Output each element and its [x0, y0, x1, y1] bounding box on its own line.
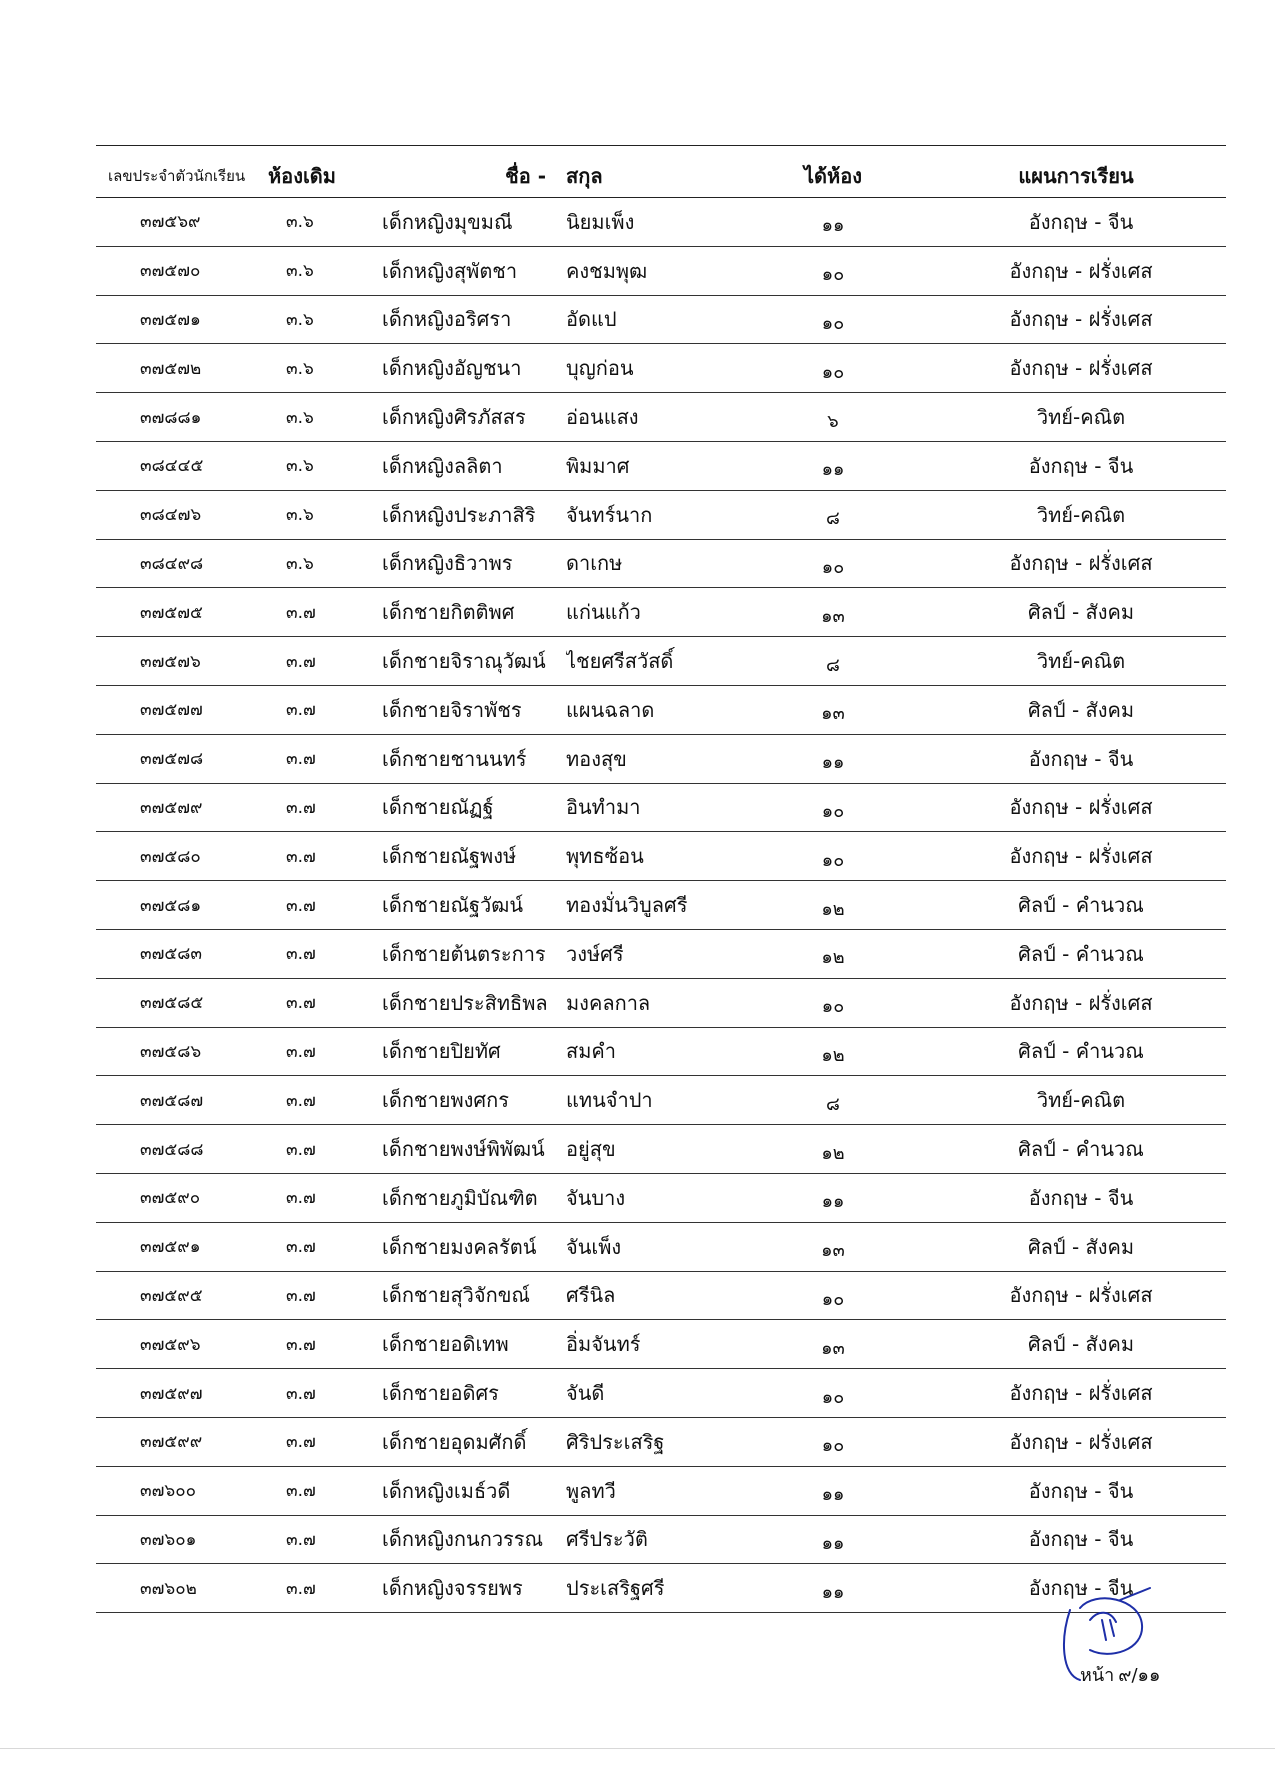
table-row: [96, 1320, 1226, 1369]
cell-student-id: ๓๘๔๔๕: [140, 456, 204, 477]
cell-first-name: เด็กชายณัฏฐ์: [382, 795, 494, 820]
table-row: [96, 393, 1226, 442]
cell-assigned-room: ๑๑: [821, 215, 845, 237]
cell-student-id: ๓๗๕๘๑: [140, 895, 202, 916]
cell-original-room: ๓.๗: [286, 1578, 316, 1599]
cell-study-program: อังกฤษ - จีน: [1028, 1576, 1134, 1601]
cell-study-program: อังกฤษ - ฝรั่งเศส: [1009, 1429, 1153, 1454]
table-row: [96, 832, 1226, 881]
cell-last-name: พุทธซ้อน: [566, 844, 644, 869]
cell-last-name: ทองมั่นวิบูลศรี: [566, 893, 688, 918]
cell-assigned-room: ๑๑: [821, 1532, 845, 1554]
cell-assigned-room: ๑๑: [821, 752, 845, 774]
cell-first-name: เด็กชายอดิศร: [382, 1381, 499, 1406]
cell-study-program: อังกฤษ - จีน: [1028, 746, 1134, 771]
table-row: [96, 685, 1226, 734]
cell-original-room: ๓.๖: [286, 553, 314, 574]
cell-student-id: ๓๗๕๙๙: [140, 1432, 203, 1453]
table-row: [96, 588, 1226, 637]
cell-first-name: เด็กชายชานนทร์: [382, 746, 527, 771]
cell-original-room: ๓.๖: [286, 309, 314, 330]
cell-first-name: เด็กชายณัฐวัฒน์: [382, 893, 524, 918]
cell-first-name: เด็กหญิงศิรภัสสร: [382, 405, 526, 430]
cell-original-room: ๓.๗: [286, 602, 316, 623]
cell-student-id: ๓๗๕๗๑: [140, 309, 201, 330]
cell-student-id: ๓๗๕๙๖: [140, 1334, 201, 1355]
cell-first-name: เด็กชายพงษ์พิพัฒน์: [382, 1137, 545, 1162]
cell-original-room: ๓.๗: [286, 749, 316, 770]
cell-assigned-room: ๑๐: [821, 1386, 845, 1408]
page-number: [1080, 1660, 1164, 1689]
cell-assigned-room: ๑๐: [821, 1288, 845, 1310]
cell-last-name: จันเพ็ง: [566, 1234, 622, 1259]
cell-study-program: ศิลป์ - สังคม: [1027, 1332, 1135, 1357]
cell-original-room: ๓.๖: [286, 358, 314, 379]
cell-study-program: ศิลป์ - คำนวณ: [1018, 941, 1144, 966]
cell-study-program: ศิลป์ - คำนวณ: [1018, 893, 1144, 918]
cell-study-program: วิทย์-คณิต: [1036, 502, 1126, 527]
table-row: [96, 539, 1226, 588]
cell-study-program: อังกฤษ - ฝรั่งเศส: [1009, 258, 1153, 283]
cell-last-name: พิมมาศ: [566, 453, 630, 478]
cell-assigned-room: ๑๒: [821, 1142, 845, 1164]
cell-original-room: ๓.๗: [286, 1481, 316, 1502]
cell-study-program: อังกฤษ - จีน: [1028, 1478, 1134, 1503]
cell-original-room: ๓.๗: [286, 651, 316, 672]
cell-assigned-room: ๘: [826, 1093, 840, 1115]
header-first-name: ชื่อ -: [368, 146, 566, 198]
cell-study-program: อังกฤษ - ฝรั่งเศส: [1009, 844, 1153, 869]
cell-student-id: ๓๘๔๗๖: [140, 505, 202, 526]
table-row: [96, 295, 1226, 344]
cell-original-room: ๓.๗: [286, 1285, 316, 1306]
cell-first-name: เด็กหญิงประภาสิริ: [382, 502, 536, 527]
cell-assigned-room: ๘: [826, 654, 840, 676]
cell-original-room: ๓.๖: [286, 212, 314, 233]
cell-first-name: เด็กหญิงสุพัตชา: [382, 258, 518, 283]
cell-first-name: เด็กชายปิยทัศ: [382, 1039, 501, 1064]
cell-first-name: เด็กหญิงลลิตา: [382, 453, 503, 478]
cell-last-name: สมคำ: [566, 1039, 616, 1064]
cell-last-name: พูลทวี: [566, 1478, 616, 1503]
cell-student-id: ๓๗๕๗๒: [140, 358, 202, 379]
cell-first-name: เด็กชายณัฐพงษ์: [382, 844, 517, 869]
cell-last-name: ศิริประเสริฐ: [566, 1429, 665, 1454]
cell-assigned-room: ๑๒: [821, 1044, 845, 1066]
cell-study-program: ศิลป์ - สังคม: [1027, 600, 1135, 625]
cell-assigned-room: ๑๐: [821, 996, 845, 1018]
cell-last-name: จันดี: [566, 1381, 605, 1406]
cell-student-id: ๓๗๕๙๗: [140, 1383, 203, 1404]
cell-student-id: ๓๗๕๗๐: [140, 261, 201, 282]
cell-student-id: ๓๗๕๘๐: [140, 846, 201, 867]
cell-first-name: เด็กชายประสิทธิพล: [382, 990, 548, 1015]
cell-first-name: เด็กชายต้นตระการ: [382, 941, 546, 966]
page-value: ๙/๑๑: [1118, 1665, 1161, 1686]
cell-study-program: อังกฤษ - ฝรั่งเศส: [1009, 1381, 1153, 1406]
table-row: [96, 1222, 1226, 1271]
cell-original-room: ๓.๖: [286, 456, 314, 477]
table-row: [96, 783, 1226, 832]
cell-assigned-room: ๑๑: [821, 1484, 845, 1506]
cell-last-name: แผนฉลาด: [566, 697, 655, 722]
cell-first-name: เด็กหญิงอัญชนา: [382, 356, 522, 381]
cell-last-name: อินทำมา: [566, 795, 641, 820]
cell-assigned-room: ๑๐: [821, 312, 845, 334]
cell-study-program: อังกฤษ - ฝรั่งเศส: [1009, 795, 1153, 820]
cell-original-room: ๓.๗: [286, 1383, 316, 1404]
cell-student-id: ๓๗๖๐๒: [140, 1578, 197, 1599]
cell-study-program: อังกฤษ - ฝรั่งเศส: [1009, 990, 1153, 1015]
cell-first-name: เด็กชายกิตติพศ: [382, 600, 515, 625]
cell-assigned-room: ๑๑: [821, 1191, 845, 1213]
cell-original-room: ๓.๗: [286, 1188, 316, 1209]
cell-last-name: จันทร์นาก: [566, 502, 653, 527]
cell-original-room: ๓.๖: [286, 407, 314, 428]
header-last-name: สกุล: [566, 146, 740, 198]
cell-assigned-room: ๑๓: [821, 703, 845, 725]
cell-first-name: เด็กชายจิราพัชร: [382, 697, 522, 722]
cell-assigned-room: ๑๐: [821, 849, 845, 871]
cell-assigned-room: ๑๐: [821, 800, 845, 822]
cell-last-name: มงคลกาล: [566, 990, 651, 1015]
cell-assigned-room: ๑๑: [821, 459, 845, 481]
table-row: [96, 490, 1226, 539]
cell-assigned-room: ๑๐: [821, 264, 845, 286]
header-student-id: เลขประจำตัวนักเรียน: [96, 146, 258, 198]
cell-first-name: เด็กหญิงมุขมณี: [382, 209, 513, 234]
cell-study-program: อังกฤษ - จีน: [1028, 1527, 1134, 1552]
table-row: [96, 929, 1226, 978]
cell-student-id: ๓๗๕๘๖: [140, 1041, 202, 1062]
cell-last-name: ไชยศรีสวัสดิ์: [566, 649, 674, 674]
cell-first-name: เด็กหญิงเมธ์วดี: [382, 1478, 511, 1503]
cell-assigned-room: ๑๒: [821, 947, 845, 969]
cell-first-name: เด็กชายอดิเทพ: [382, 1332, 509, 1357]
table-row: [96, 344, 1226, 393]
cell-study-program: อังกฤษ - จีน: [1028, 209, 1134, 234]
header-row: [96, 146, 1226, 198]
cell-study-program: อังกฤษ - ฝรั่งเศส: [1009, 551, 1153, 576]
cell-first-name: เด็กชายอุดมศักดิ์: [382, 1429, 527, 1454]
cell-first-name: เด็กชายภูมิบัณฑิต: [382, 1185, 538, 1210]
cell-last-name: อ่อนแสง: [566, 405, 639, 430]
table-row: [96, 881, 1226, 930]
cell-last-name: นิยมเพ็ง: [566, 209, 635, 234]
cell-first-name: เด็กชายจิราณุวัฒน์: [382, 649, 546, 674]
table-body: [96, 198, 1226, 1613]
cell-study-program: อังกฤษ - จีน: [1028, 1185, 1134, 1210]
cell-student-id: ๓๗๖๐๐: [140, 1481, 196, 1502]
cell-original-room: ๓.๗: [286, 1041, 316, 1062]
cell-first-name: เด็กชายสุวิจักขณ์: [382, 1283, 530, 1308]
table-row: [96, 1417, 1226, 1466]
cell-last-name: คงชมพุฒ: [566, 258, 648, 283]
cell-original-room: ๓.๗: [286, 700, 316, 721]
cell-original-room: ๓.๗: [286, 846, 316, 867]
cell-assigned-room: ๑๐: [821, 361, 845, 383]
table-row: [96, 1466, 1226, 1515]
cell-last-name: แทนจำปา: [566, 1088, 653, 1113]
cell-student-id: ๓๗๕๙๕: [140, 1285, 203, 1306]
cell-last-name: ศรีประวัติ: [566, 1527, 648, 1552]
cell-student-id: ๓๗๘๘๑: [140, 407, 202, 428]
cell-original-room: ๓.๗: [286, 1432, 316, 1453]
cell-last-name: ประเสริฐศรี: [566, 1576, 665, 1601]
cell-student-id: ๓๗๕๗๙: [140, 797, 203, 818]
cell-assigned-room: ๑๓: [821, 1240, 845, 1262]
student-roster-table: [96, 145, 1226, 1613]
cell-last-name: อยู่สุข: [566, 1137, 616, 1162]
cell-original-room: ๓.๗: [286, 944, 316, 965]
cell-original-room: ๓.๗: [286, 1334, 316, 1355]
cell-first-name: เด็กหญิงจรรยพร: [382, 1576, 523, 1601]
cell-assigned-room: ๑๐: [821, 1435, 845, 1457]
cell-last-name: ดาเกษ: [566, 551, 623, 576]
cell-study-program: ศิลป์ - สังคม: [1027, 1234, 1135, 1259]
cell-first-name: เด็กชายพงศกร: [382, 1088, 509, 1113]
cell-assigned-room: ๘: [826, 508, 840, 530]
cell-last-name: อิ่มจันทร์: [566, 1332, 641, 1357]
table-row: [96, 1369, 1226, 1418]
page-label: หน้า: [1080, 1665, 1115, 1686]
cell-last-name: แก่นแก้ว: [566, 600, 641, 625]
table-row: [96, 1173, 1226, 1222]
cell-student-id: ๓๗๕๘๗: [140, 1090, 204, 1111]
cell-study-program: อังกฤษ - ฝรั่งเศส: [1009, 1283, 1153, 1308]
cell-study-program: วิทย์-คณิต: [1036, 649, 1126, 674]
cell-last-name: วงษ์ศรี: [566, 941, 624, 966]
cell-study-program: วิทย์-คณิต: [1036, 1088, 1126, 1113]
header-study-program: แผนการเรียน: [926, 146, 1226, 198]
table-row: [96, 1076, 1226, 1125]
cell-original-room: ๓.๗: [286, 797, 316, 818]
cell-last-name: อัดแป: [566, 307, 617, 332]
table-row: [96, 441, 1226, 490]
cell-assigned-room: ๖: [827, 410, 839, 432]
table-row: [96, 1027, 1226, 1076]
cell-student-id: ๓๗๖๐๑: [140, 1529, 197, 1550]
table-row: [96, 637, 1226, 686]
cell-original-room: ๓.๖: [286, 261, 314, 282]
cell-study-program: อังกฤษ - ฝรั่งเศส: [1009, 356, 1153, 381]
cell-student-id: ๓๗๕๙๐: [140, 1188, 201, 1209]
header-assigned-room: ได้ห้อง: [740, 146, 926, 198]
table-row: [96, 1125, 1226, 1174]
header-original-room: ห้องเดิม: [258, 146, 368, 198]
table-row: [96, 1271, 1226, 1320]
cell-original-room: ๓.๗: [286, 1090, 316, 1111]
table-row: [96, 246, 1226, 295]
table-header: [96, 146, 1226, 198]
cell-student-id: ๓๗๕๗๗: [140, 700, 203, 721]
cell-original-room: ๓.๗: [286, 1139, 316, 1160]
cell-original-room: ๓.๖: [286, 505, 314, 526]
cell-last-name: ทองสุข: [566, 746, 627, 771]
cell-student-id: ๓๗๕๘๕: [140, 993, 204, 1014]
cell-original-room: ๓.๗: [286, 993, 316, 1014]
cell-last-name: จันบาง: [566, 1185, 626, 1210]
cell-student-id: ๓๗๕๗๘: [140, 749, 204, 770]
cell-assigned-room: ๑๓: [821, 605, 845, 627]
cell-student-id: ๓๗๕๙๑: [140, 1237, 201, 1258]
cell-student-id: ๓๗๕๗๖: [140, 651, 201, 672]
cell-first-name: เด็กหญิงธิวาพร: [382, 551, 513, 576]
cell-last-name: บุญก่อน: [566, 356, 634, 381]
cell-study-program: อังกฤษ - ฝรั่งเศส: [1009, 307, 1153, 332]
cell-original-room: ๓.๗: [286, 1529, 316, 1550]
table-row: [96, 1515, 1226, 1564]
scan-bottom-rule: [0, 1748, 1275, 1749]
cell-student-id: ๓๗๕๗๕: [140, 602, 203, 623]
cell-assigned-room: ๑๓: [821, 1337, 845, 1359]
cell-assigned-room: ๑๐: [821, 556, 845, 578]
cell-student-id: ๓๗๕๖๙: [140, 212, 201, 233]
cell-assigned-room: ๑๑: [821, 1581, 845, 1603]
cell-first-name: เด็กหญิงอริศรา: [382, 307, 512, 332]
cell-student-id: ๓๘๔๙๘: [140, 553, 204, 574]
cell-last-name: ศรีนิล: [566, 1283, 616, 1308]
cell-study-program: ศิลป์ - สังคม: [1027, 697, 1135, 722]
cell-original-room: ๓.๗: [286, 1237, 316, 1258]
cell-study-program: วิทย์-คณิต: [1036, 405, 1126, 430]
cell-first-name: เด็กชายมงคลรัตน์: [382, 1234, 537, 1259]
cell-student-id: ๓๗๕๘๓: [140, 944, 203, 965]
table-row: [96, 978, 1226, 1027]
cell-assigned-room: ๑๒: [821, 898, 845, 920]
cell-study-program: ศิลป์ - คำนวณ: [1018, 1039, 1144, 1064]
cell-study-program: ศิลป์ - คำนวณ: [1018, 1137, 1144, 1162]
table-row: [96, 734, 1226, 783]
cell-first-name: เด็กหญิงกนกวรรณ: [382, 1527, 544, 1552]
cell-study-program: อังกฤษ - จีน: [1028, 453, 1134, 478]
table-row: [96, 198, 1226, 247]
cell-original-room: ๓.๗: [286, 895, 316, 916]
cell-student-id: ๓๗๕๘๘: [140, 1139, 204, 1160]
